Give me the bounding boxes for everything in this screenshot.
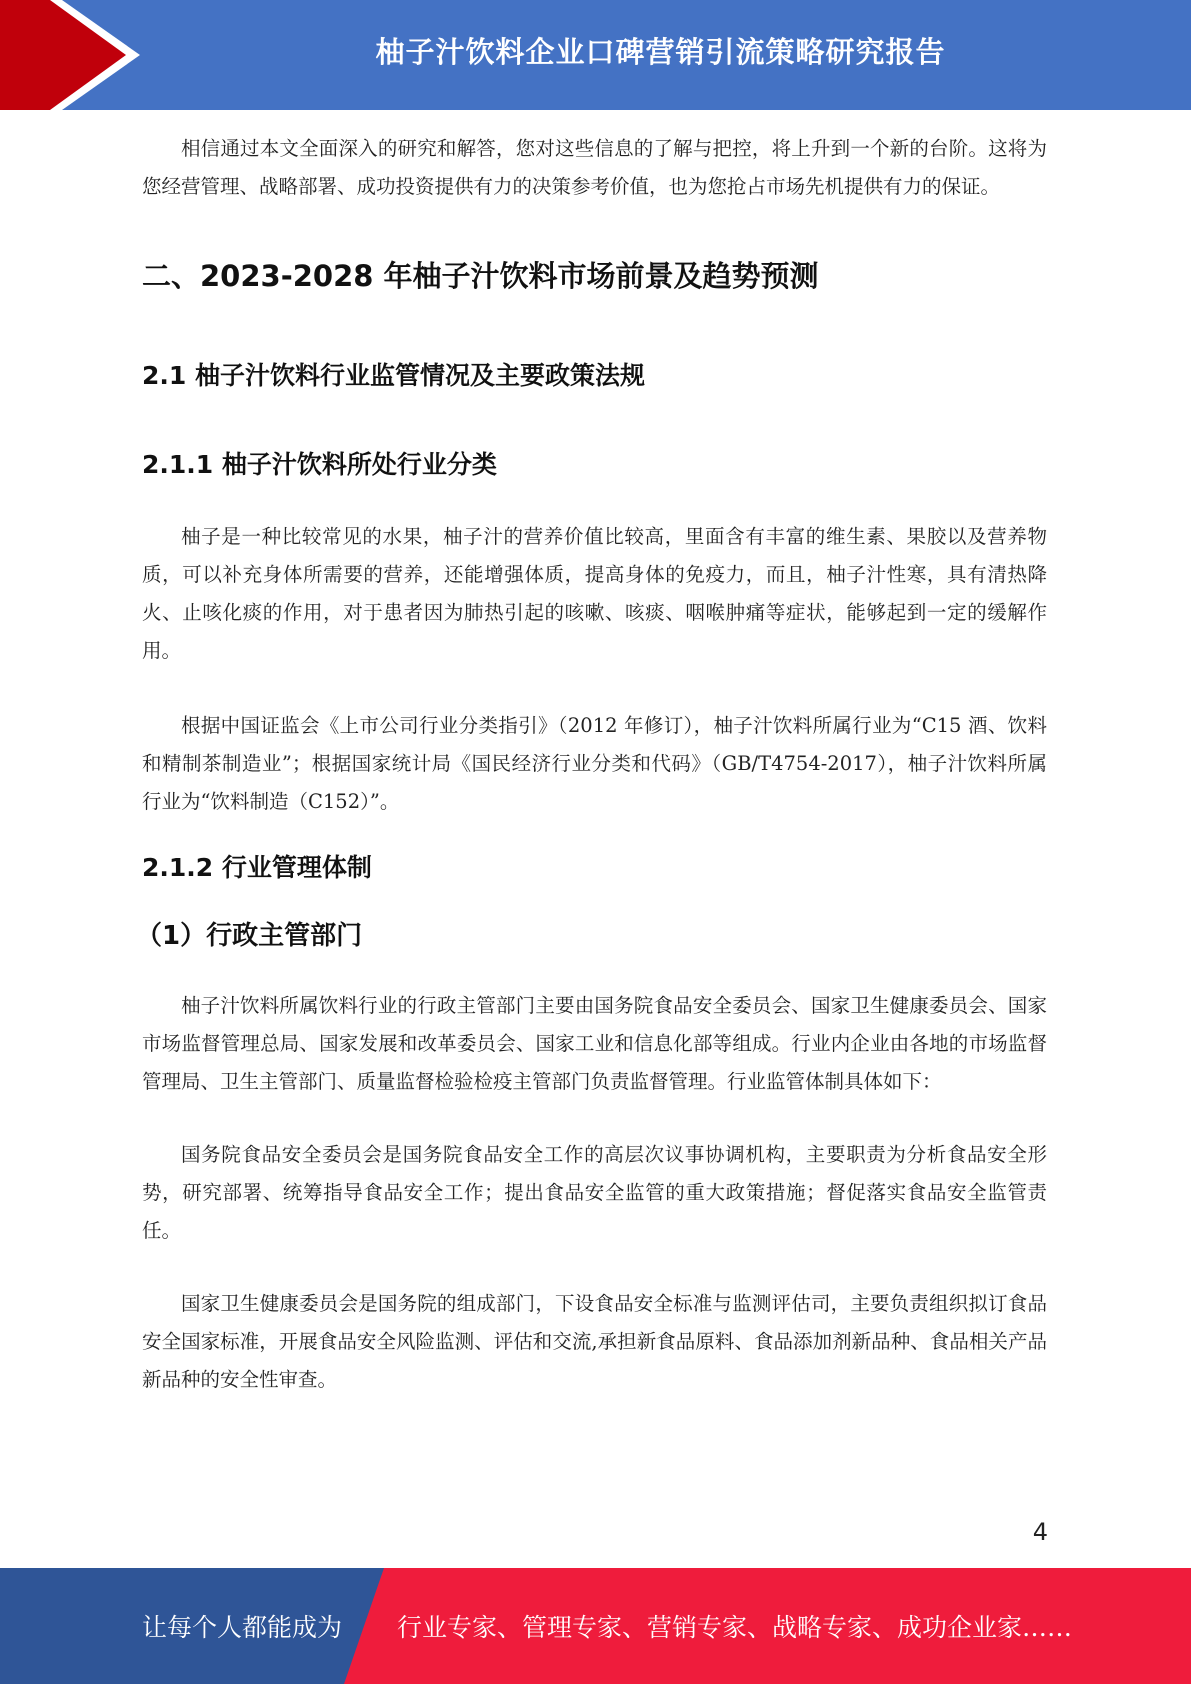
subsection-2-1-2-heading: 2.1.2 行业管理体制 [142,853,372,882]
footer-band [0,1568,1191,1684]
admin-paragraph-2: 国务院食品安全委员会是国务院食品安全工作的高层次议事协调机构，主要职责为分析食品安全形势，研究部署、统筹指导食品安全工作；提出食品安全监管的重大政策措施；督促落实食品安全监管责任。 [142,1143,1047,1242]
admin-department-heading: （1）行政主管部门 [136,921,363,951]
classification-paragraph-2: 根据中国证监会《上市公司行业分类指引》（2012 年修订），柚子汁饮料所属行业为“C15 酒、饮料和精制茶制造业”；根据国家统计局《国民经济行业分类和代码》（GB/T4754-2017），柚子汁饮料所属行业为“饮料制造（C152）”。 [142,714,1047,813]
header-band [0,0,1191,110]
report-title: 柚子汁饮料企业口碑营销引流策略研究报告 [375,34,946,69]
admin-paragraph-1: 柚子汁饮料所属饮料行业的行政主管部门主要由国务院食品安全委员会、国家卫生健康委员会、国家市场监督管理总局、国家发展和改革委员会、国家工业和信息化部等组成。行业内企业由各地的市场监督管理局、卫生主管部门、质量监督检验检疫主管部门负责监督管理。行业监管体制具体如下： [142,994,1047,1093]
page-number: 4 [1032,1518,1048,1546]
page-content [136,130,1047,1399]
subsection-2-1-heading: 2.1 柚子汁饮料行业监管情况及主要政策法规 [142,361,645,390]
footer-slogan-left: 让每个人都能成为 [142,1613,343,1642]
subsection-2-1-1-heading: 2.1.1 柚子汁饮料所处行业分类 [142,450,497,479]
admin-paragraph-3: 国家卫生健康委员会是国务院的组成部门，下设食品安全标准与监测评估司，主要负责组织拟订食品安全国家标准，开展食品安全风险监测、评估和交流,承担新食品原料、食品添加剂新品种、食品相关产品新品种的安全性审查。 [142,1292,1047,1391]
section-title: 二、2023-2028 年柚子汁饮料市场前景及趋势预测 [142,259,819,293]
intro-paragraph: 相信通过本文全面深入的研究和解答，您对这些信息的了解与把控，将上升到一个新的台阶。这将为您经营管理、战略部署、成功投资提供有力的决策参考价值，也为您抢占市场先机提供有力的保证。 [142,137,1047,198]
classification-paragraph-1: 柚子是一种比较常见的水果，柚子汁的营养价值比较高，里面含有丰富的维生素、果胶以及营养物质，可以补充身体所需要的营养，还能增强体质，提高身体的免疫力，而且，柚子汁性寒，具有清热降火、止咳化痰的作用，对于患者因为肺热引起的咳嗽、咳痰、咽喉肿痛等症状，能够起到一定的缓解作用。 [142,525,1047,662]
header-arrow-decoration [0,0,150,110]
footer-slogan-right: 行业专家、管理专家、营销专家、战略专家、成功企业家…… [397,1613,1073,1642]
